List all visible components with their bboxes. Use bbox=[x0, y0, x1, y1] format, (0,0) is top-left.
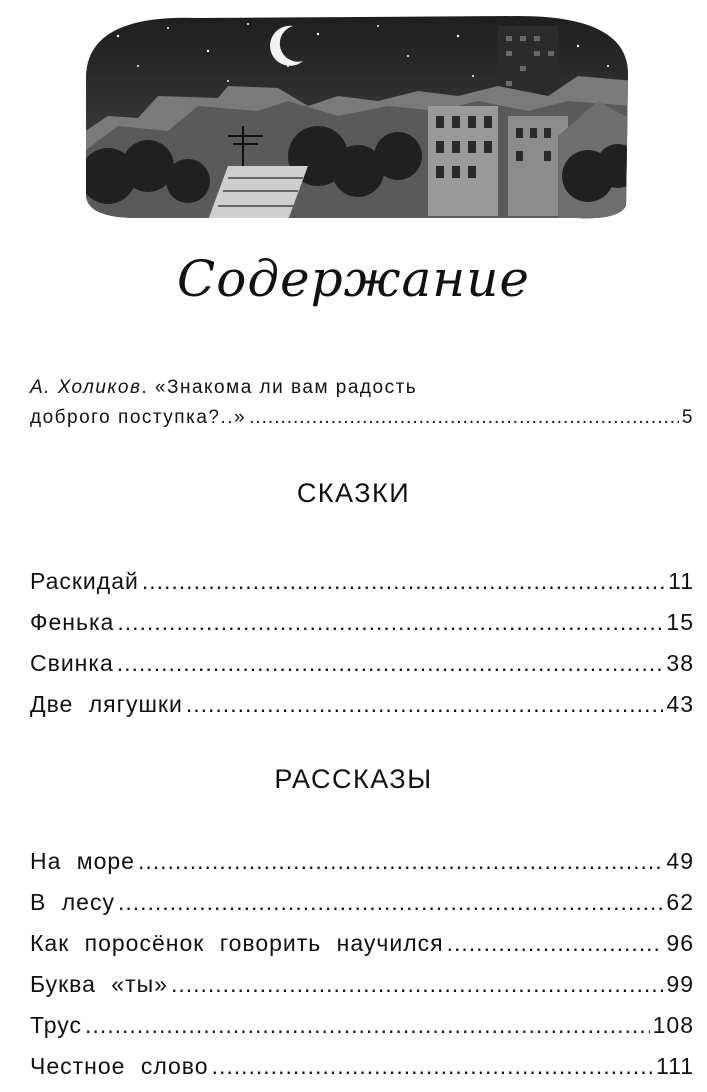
page-number: 108 bbox=[652, 1012, 694, 1038]
intro-title-part-2: доброго поступка?..» bbox=[30, 407, 247, 428]
page-number: 111 bbox=[656, 1053, 694, 1079]
contents-title: Содержание bbox=[176, 250, 531, 308]
dot-leader bbox=[85, 1005, 650, 1046]
dot-leader bbox=[117, 602, 663, 643]
dot-leader bbox=[117, 643, 664, 684]
toc-entry[interactable] bbox=[30, 684, 694, 725]
toc-entry[interactable] bbox=[30, 643, 694, 684]
toc-entry[interactable] bbox=[30, 882, 694, 923]
page-number: 15 bbox=[666, 609, 694, 635]
toc-entry[interactable] bbox=[30, 841, 694, 882]
section-title-rasskazy: РАССКАЗЫ bbox=[274, 764, 433, 794]
dot-leader bbox=[249, 403, 679, 433]
intro-line-1 bbox=[30, 373, 694, 403]
page-number: 5 bbox=[681, 407, 694, 428]
intro-author: А. Холиков bbox=[30, 377, 142, 398]
entry-title: В лесу bbox=[30, 889, 115, 915]
toc-entry[interactable] bbox=[30, 1046, 694, 1087]
entry-title: Честное слово bbox=[30, 1053, 209, 1079]
entry-title: Трус bbox=[30, 1012, 83, 1038]
toc-entry[interactable] bbox=[30, 561, 694, 602]
page-number: 96 bbox=[666, 930, 694, 956]
intro-entry[interactable] bbox=[30, 373, 694, 433]
toc-entry[interactable] bbox=[30, 964, 694, 1005]
intro-line-2 bbox=[30, 403, 694, 433]
entry-title: На море bbox=[30, 848, 135, 874]
entry-title: Свинка bbox=[30, 650, 114, 676]
section-skazki bbox=[30, 561, 694, 725]
dot-leader bbox=[447, 923, 664, 964]
toc-entry[interactable] bbox=[30, 1005, 694, 1046]
page-number: 99 bbox=[666, 971, 694, 997]
toc-entry[interactable] bbox=[30, 923, 694, 964]
section-rasskazy bbox=[30, 841, 694, 1087]
entry-title: Раскидай bbox=[30, 568, 139, 594]
night-city-illustration bbox=[78, 6, 634, 220]
entry-title: Буква «ты» bbox=[30, 971, 168, 997]
entry-title: Как поросёнок говорить научился bbox=[30, 930, 444, 956]
dot-leader bbox=[171, 964, 663, 1005]
section-title-skazki: СКАЗКИ bbox=[296, 478, 411, 508]
page-number: 11 bbox=[668, 568, 694, 594]
page-number: 43 bbox=[666, 691, 694, 717]
dot-leader bbox=[212, 1046, 653, 1087]
dot-leader bbox=[186, 684, 664, 725]
intro-title-part-1: . «Знакома ли вам радость bbox=[141, 377, 418, 398]
page-number: 49 bbox=[666, 848, 694, 874]
dot-leader bbox=[138, 841, 663, 882]
page-number: 62 bbox=[666, 889, 694, 915]
dot-leader bbox=[142, 561, 665, 602]
dot-leader bbox=[118, 882, 663, 923]
entry-title: Фенька bbox=[30, 609, 115, 635]
page-number: 38 bbox=[666, 650, 694, 676]
toc-entry[interactable] bbox=[30, 602, 694, 643]
entry-title: Две лягушки bbox=[30, 691, 183, 717]
